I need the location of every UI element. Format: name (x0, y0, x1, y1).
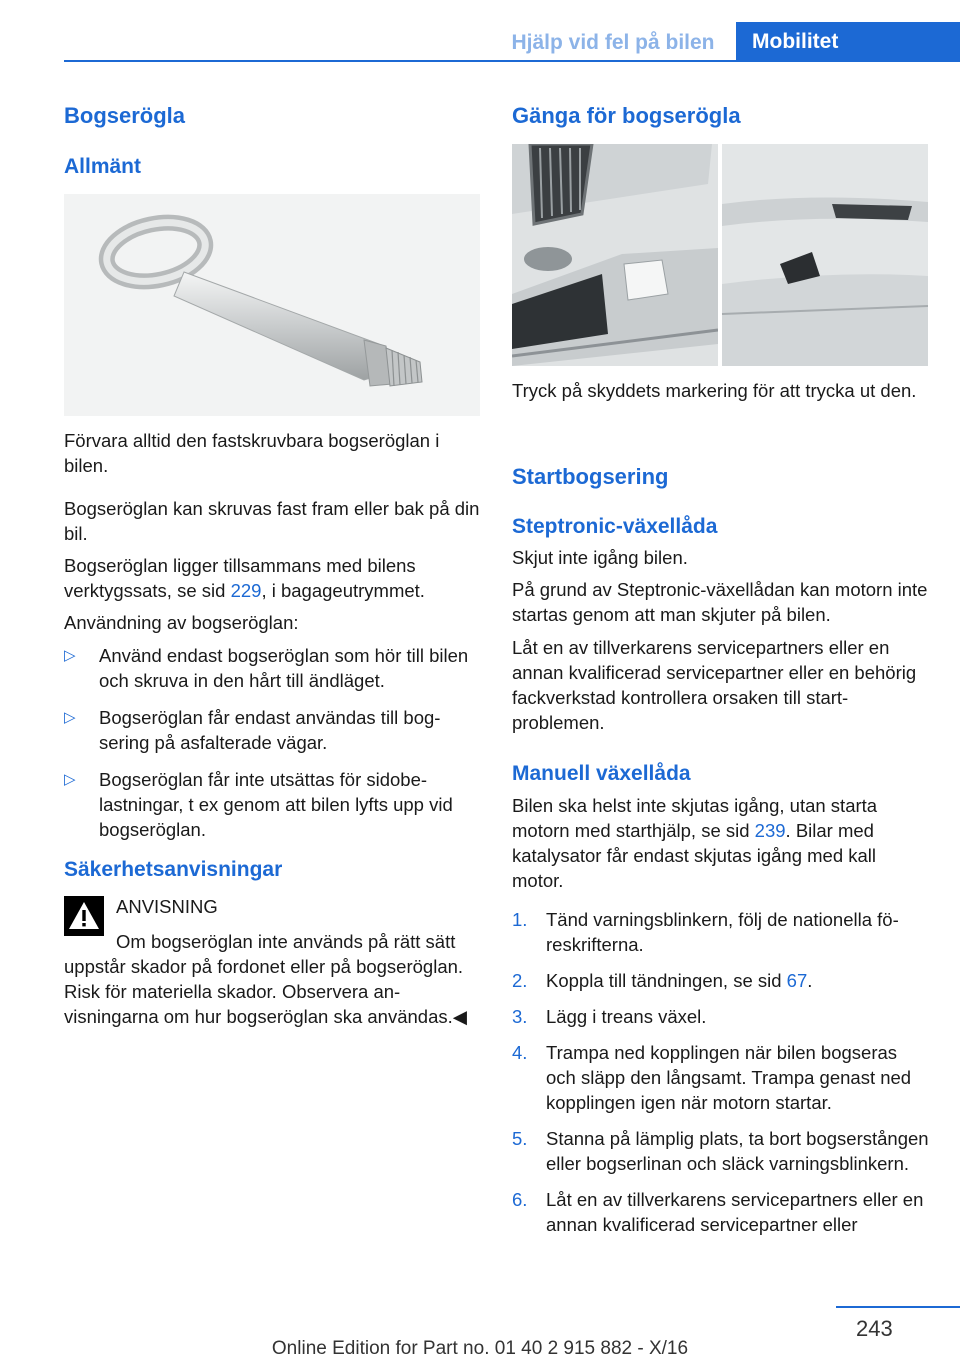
section-heading-towing-eye: Bogserögla (64, 103, 186, 128)
header-section-title: Hjälp vid fel på bilen (511, 31, 715, 54)
warning-text: Om bogseröglan inte används på rätt sätt uppstår skador på fordonet eller på bogseröglan. Risk för materiella skador. Observera anvisningarna om hur bogseröglan ska användas.◀ (64, 931, 467, 1027)
paragraph-manual: Bilen ska helst inte skjutas igång, utan starta motorn med starthjälp, se sid 239. Bilar med katalysator får endast skjutas igång med kall motor. (512, 795, 878, 891)
paragraph-steptronic-reason: På grund av Steptronic-växellådan kan motorn inte startas genom att man skjuter på bilen. (512, 579, 928, 625)
bumper-cover-photo (512, 144, 928, 366)
list-item: 4. Trampa ned kopplingen när bilen bogseras och släpp den långsamt. Trampa genast ned kopplingen igen när motorn startar. (512, 1042, 912, 1113)
triangle-bullet-icon: ▷ (64, 709, 76, 726)
header-rule (64, 60, 960, 62)
list-item: 6. Låt en av tillverkarens servicepartners eller en annan kvalificerad servicepartner eller (512, 1189, 924, 1235)
list-item: 5. Stanna på lämplig plats, ta bort bogserstången eller bogserlinan och släck varningsblinkern. (512, 1128, 929, 1174)
paragraph-no-push: Skjut inte igång bilen. (512, 547, 688, 568)
list-item: 2. Koppla till tändningen, se sid 67. (512, 970, 813, 991)
list-item: ▷ Bogseröglan får inte utsättas för sidobelastningar, t ex genom att bilen lyfts upp vid bogseröglan. (64, 769, 453, 840)
header-chapter-tab: Mobilitet (736, 22, 960, 62)
paragraph-mount: Bogseröglan kan skruvas fast fram eller bak på din bil. (64, 498, 480, 544)
list-item: 1. Tänd varningsblinkern, följ de nationella föreskrifterna. (512, 909, 899, 955)
page-link-239[interactable]: 239 (754, 820, 786, 841)
heading-safety: Säkerhetsanvisningar (64, 858, 283, 881)
page-link-67[interactable]: 67 (786, 970, 808, 991)
paragraph-store: Förvara alltid den fastskruvbara bogseröglan i bilen. (64, 430, 440, 476)
heading-manual-gearbox: Manuell växellåda (512, 762, 691, 785)
steps-list (512, 907, 930, 1248)
heading-steptronic: Steptronic-växellåda (512, 515, 718, 538)
paragraph-usage: Användning av bogseröglan: (64, 612, 299, 633)
caption-press-cover: Tryck på skyddets markering för att trycka ut den. (512, 380, 917, 401)
section-heading-jump-start: Startbogsering (512, 464, 669, 489)
list-item: 3. Lägg i treans växel. (512, 1006, 707, 1027)
triangle-bullet-icon: ▷ (64, 647, 76, 664)
subheading-general: Allmänt (64, 155, 142, 178)
triangle-bullet-icon: ▷ (64, 771, 76, 788)
footer-edition: Online Edition for Part no. 01 40 2 915 882 - X/16 (271, 1338, 689, 1359)
warning-title: ANVISNING (116, 896, 218, 917)
section-heading-thread: Gänga för bogserögla (512, 103, 741, 128)
list-item: ▷ Använd endast bogseröglan som hör till bilen och skruva in den hårt till ändläget. (64, 645, 469, 691)
page-number: 243 (856, 1316, 893, 1341)
footer-rule (836, 1306, 960, 1308)
list-item: ▷ Bogseröglan får endast användas till bogsering på asfalterade vägar. (64, 707, 441, 753)
paragraph-location: Bogseröglan ligger tillsammans med bilens verktygssats, se sid 229, i bagageutrymmet. (64, 555, 425, 601)
paragraph-service: Låt en av tillverkarens servicepartners eller en annan kvalificerad servicepartner eller en behörig fackverkstad kontrollera orsaken till startproblemen. (512, 637, 917, 733)
page-link-229[interactable]: 229 (230, 580, 262, 601)
tow-hook-illustration (64, 194, 480, 416)
usage-bullet-list (64, 643, 482, 854)
